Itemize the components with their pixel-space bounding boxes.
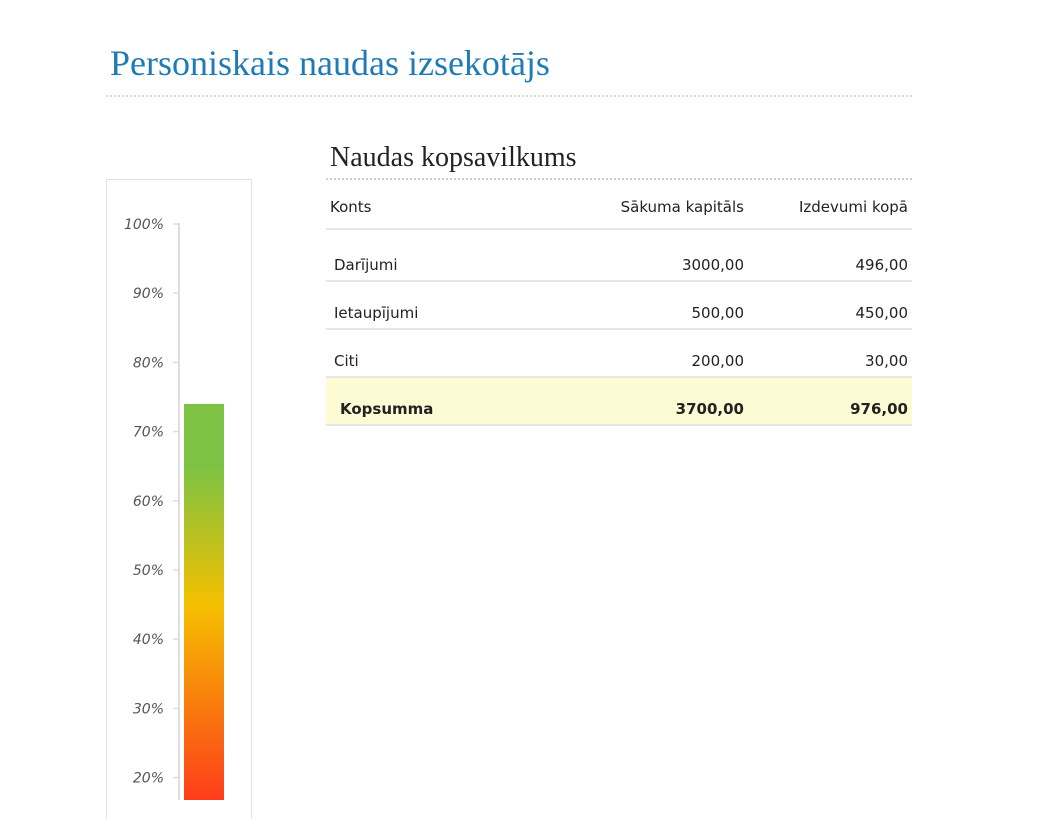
column-header-total-expenses: Izdevumi kopā — [752, 185, 912, 229]
gauge-tick-label: 50% — [132, 563, 164, 579]
total-starting-capital: 3700,00 — [544, 377, 752, 425]
column-header-starting-capital: Sākuma kapitāls — [544, 185, 752, 229]
cell-total-expenses: 30,00 — [752, 329, 912, 377]
cell-account: Ietaupījumi — [326, 281, 544, 329]
cell-account: Citi — [326, 329, 544, 377]
table-row — [326, 281, 912, 329]
table-header-row — [326, 185, 912, 229]
page-title: Personiskais naudas izsekotājs — [110, 43, 550, 83]
total-expenses: 976,00 — [752, 377, 912, 425]
gauge-tick-label: 30% — [132, 701, 164, 718]
column-header-account: Konts — [326, 185, 544, 229]
cell-total-expenses: 496,00 — [752, 229, 912, 281]
cell-account: Darījumi — [326, 229, 544, 281]
total-row — [326, 377, 912, 425]
summary-divider — [326, 178, 912, 180]
cell-starting-capital: 3000,00 — [544, 229, 752, 281]
gauge-fill-bar — [184, 404, 224, 800]
summary-title: Naudas kopsavilkums — [330, 142, 577, 173]
cell-starting-capital: 500,00 — [544, 281, 752, 329]
table-row — [326, 229, 912, 281]
gauge-tick-label: 90% — [132, 286, 164, 303]
title-divider — [106, 95, 912, 97]
gauge-tick-label: 80% — [132, 355, 164, 372]
gauge-tick-label: 20% — [132, 770, 164, 787]
table-row — [326, 329, 912, 377]
cell-total-expenses: 450,00 — [752, 281, 912, 329]
cell-starting-capital: 200,00 — [544, 329, 752, 377]
gauge-tick-label: 60% — [132, 493, 164, 510]
total-label: Kopsumma — [326, 377, 544, 425]
gauge-tick-label: 100% — [123, 217, 164, 233]
gauge-tick-label: 40% — [132, 632, 164, 649]
budget-gauge-chart — [106, 179, 252, 800]
gauge-tick-label: 70% — [132, 424, 164, 441]
summary-table — [326, 185, 912, 426]
